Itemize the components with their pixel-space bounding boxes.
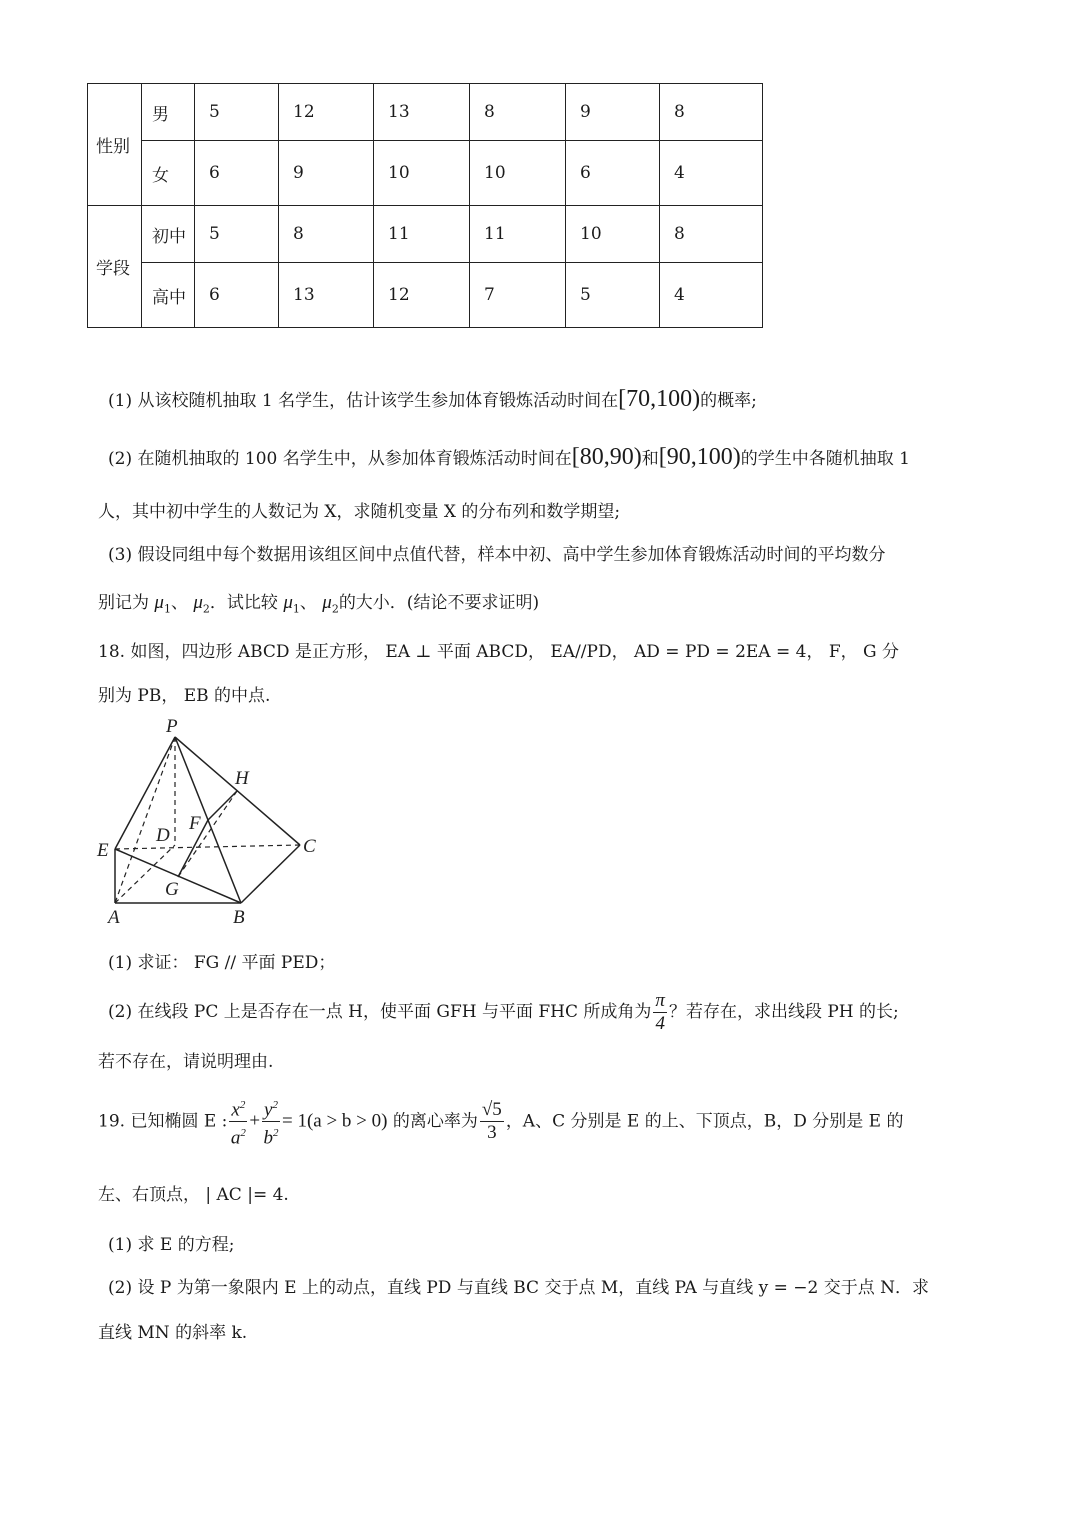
cell: 12 (279, 84, 374, 141)
label-C: C (303, 836, 316, 857)
label-E: E (97, 840, 109, 861)
edge-BC (241, 845, 300, 903)
q18-stem: 18. 如图，四边形 ABCD 是正方形， EA ⊥ 平面 ABCD， EA//PD， AD = PD = 2EA = 4， F， G 分 (98, 642, 900, 662)
row-label: 高中 (142, 263, 195, 328)
cell: 8 (660, 206, 763, 263)
fraction-y2-b2: $\frac{y^2}{b^2}$ (262, 1094, 280, 1150)
edge-GH (178, 791, 237, 877)
q18-part2-line2: 若不存在，请说明理由. (98, 1052, 274, 1072)
q17-part2-line2: 人，其中初中学生的人数记为 X，求随机变量 X 的分布列和数学期望; (98, 502, 621, 522)
cell: 9 (566, 84, 660, 141)
fraction-sqrt5-over-3: $\frac{√5}{3}$ (481, 1099, 502, 1144)
cell: 11 (470, 206, 566, 263)
cell: 12 (374, 263, 470, 328)
q17-part1: (1) 从该校随机抽取 1 名学生，估计该学生参加体育锻炼活动时间在[70,100)的概率; (108, 386, 757, 412)
label-A: A (108, 907, 120, 928)
label-B: B (233, 907, 245, 928)
interval: [90,100) (658, 444, 741, 470)
cell: 8 (660, 84, 763, 141)
cell: 7 (470, 263, 566, 328)
stats-table (87, 83, 763, 328)
q18-part1: (1) 求证： FG // 平面 PED； (108, 953, 336, 973)
q19-stem-line2: 左、右顶点， | AC |= 4. (98, 1185, 289, 1205)
group-label: 学段 (88, 206, 142, 328)
edge-FH (208, 791, 237, 820)
q19-part2: (2) 设 P 为第一象限内 E 上的动点，直线 PD 与直线 BC 交于点 M，直线 PA 与直线 y = −2 交于点 N．求 (108, 1278, 930, 1298)
edge-EC (115, 845, 300, 849)
cell: 4 (660, 141, 763, 206)
q17-part2: (2) 在随机抽取的 100 名学生中，从参加体育锻炼活动时间在[80,90)和[90,100)的学生中各随机抽取 1 (108, 444, 910, 470)
geometry-figure (90, 715, 330, 930)
q18-stem-line2: 别为 PB， EB 的中点. (98, 686, 271, 706)
table-row (88, 206, 763, 263)
label-P: P (166, 716, 178, 737)
cell: 10 (566, 206, 660, 263)
cell: 4 (660, 263, 763, 328)
q18-part2: (2) 在线段 PC 上是否存在一点 H，使平面 GFH 与平面 FHC 所成角为 $\frac{\pi}{4}$ ？若存在，求出线段 PH 的长; (108, 990, 899, 1034)
fraction-pi-over-4: $\frac{\pi}{4}$ (655, 990, 665, 1034)
label-D: D (156, 825, 170, 846)
cell: 10 (470, 141, 566, 206)
q17-part3-line2: 别记为 $\mu_1$、 $\mu_2$．试比较 $\mu_1$、 $\mu_2$的大小．(结论不要求证明) (98, 592, 540, 616)
cell: 6 (195, 263, 279, 328)
interval: [70,100) (618, 386, 701, 412)
cell: 5 (195, 84, 279, 141)
q19-stem: 19. 已知椭圆 E : $\frac{x^2}{a^2}$ + $\frac{y^2}{b^2}$ = 1(a > b > 0) 的离心率为 $\frac{√5}{3}$ ，A、C 分别是 E 的上、下顶点，B，D 分别是 E 的 (98, 1094, 903, 1150)
cell: 8 (279, 206, 374, 263)
cell: 10 (374, 141, 470, 206)
interval: [80,90) (571, 444, 642, 470)
cell: 5 (195, 206, 279, 263)
cell: 5 (566, 263, 660, 328)
table-row (88, 141, 763, 206)
fraction-x2-a2: $\frac{x^2}{a^2}$ (229, 1094, 247, 1150)
cell: 11 (374, 206, 470, 263)
cell: 8 (470, 84, 566, 141)
cell: 9 (279, 141, 374, 206)
cell: 6 (566, 141, 660, 206)
cell: 6 (195, 141, 279, 206)
q17-part3: (3) 假设同组中每个数据用该组区间中点值代替，样本中初、高中学生参加体育锻炼活动时间的平均数分 (108, 545, 886, 565)
cell: 13 (374, 84, 470, 141)
row-label: 女 (142, 141, 195, 206)
table-row (88, 84, 763, 141)
group-label: 性别 (88, 84, 142, 206)
label-H: H (235, 768, 249, 789)
row-label: 男 (142, 84, 195, 141)
label-F: F (189, 813, 201, 834)
row-label: 初中 (142, 206, 195, 263)
table-row (88, 263, 763, 328)
q19-part1: (1) 求 E 的方程; (108, 1235, 235, 1255)
q19-part2-line2: 直线 MN 的斜率 k. (98, 1323, 248, 1343)
cell: 13 (279, 263, 374, 328)
label-G: G (165, 879, 179, 900)
